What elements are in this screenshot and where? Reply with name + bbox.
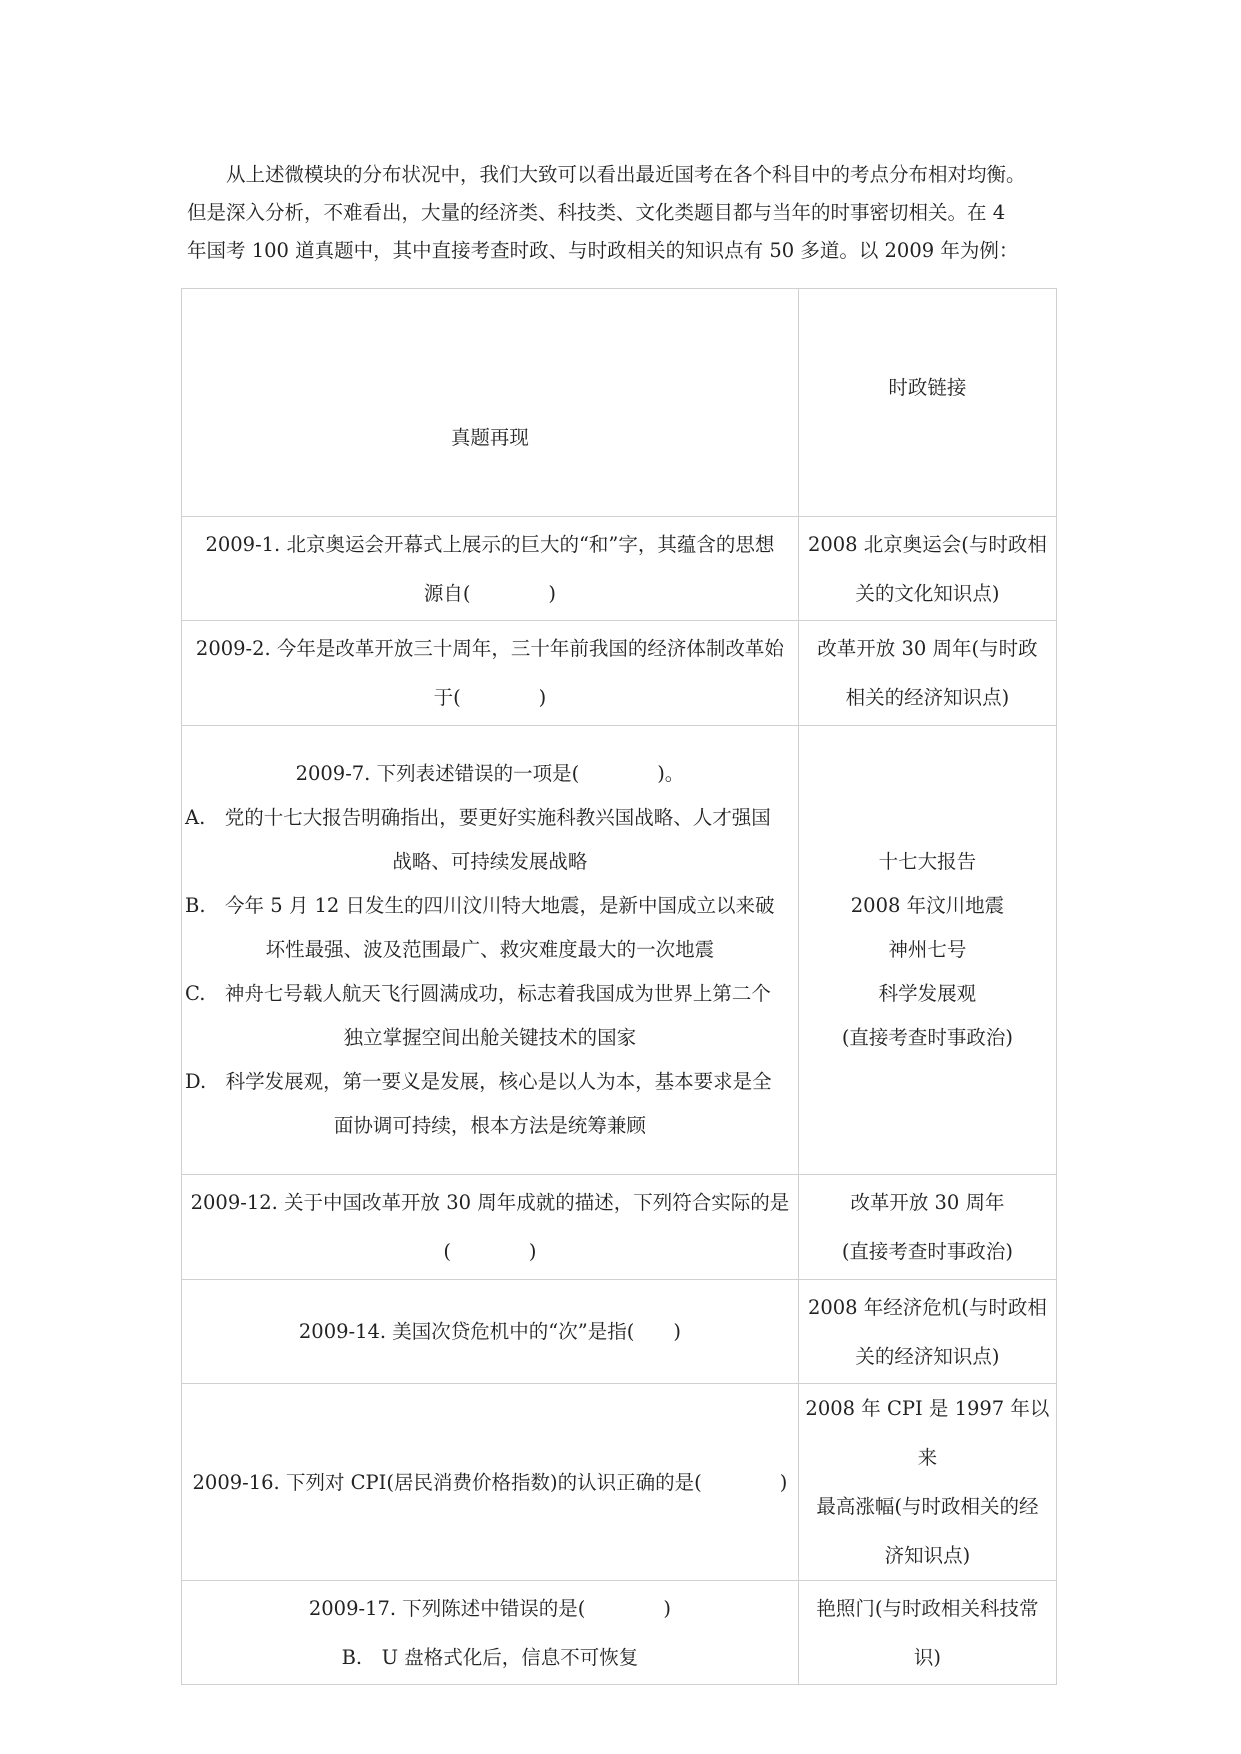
link-line: 最高涨幅(与时政相关的经 bbox=[816, 1495, 1039, 1518]
question-line: 2009-14. 美国次贷危机中的“次”是指( ) bbox=[298, 1320, 681, 1343]
option-b-cont: 坏性最强、波及范围最广、救灾难度最大的一次地震 bbox=[265, 938, 715, 961]
link-cell bbox=[798, 1280, 1056, 1384]
exam-topic-table bbox=[181, 288, 1057, 1685]
link-line: 相关的经济知识点) bbox=[845, 686, 1010, 709]
table-row bbox=[182, 726, 1057, 1175]
question-line: B. U 盘格式化后，信息不可恢复 bbox=[341, 1645, 639, 1669]
link-line: 神州七号 bbox=[888, 938, 967, 961]
link-line: 改革开放 30 周年(与时政 bbox=[817, 637, 1038, 660]
link-line: 改革开放 30 周年 bbox=[850, 1191, 1005, 1214]
link-cell bbox=[798, 1581, 1056, 1685]
link-line: 济知识点) bbox=[884, 1544, 971, 1567]
intro-line-1: 从上述微模块的分布状况中，我们大致可以看出最近国考在各个科目中的考点分布相对均衡。 bbox=[226, 163, 1026, 186]
question-cell bbox=[182, 1384, 799, 1581]
table-row bbox=[182, 517, 1057, 621]
question-line: ( ) bbox=[443, 1240, 537, 1263]
option-a-cont: 战略、可持续发展战略 bbox=[392, 850, 588, 873]
question-line: 2009-2. 今年是改革开放三十周年，三十年前我国的经济体制改革始 bbox=[195, 637, 784, 660]
link-line: 关的文化知识点) bbox=[855, 581, 1000, 605]
header-link-cell: 时政链接 bbox=[798, 289, 1056, 517]
question-line: 2009-17. 下列陈述中错误的是( ) bbox=[308, 1596, 671, 1620]
question-line: 2009-1. 北京奥运会开幕式上展示的巨大的“和”字，其蕴含的思想 bbox=[205, 532, 775, 556]
link-cell bbox=[798, 621, 1056, 726]
link-line: (直接考查时事政治) bbox=[841, 1240, 1014, 1263]
option-d-cont: 面协调可持续，根本方法是统筹兼顾 bbox=[333, 1114, 646, 1137]
link-cell bbox=[798, 1384, 1056, 1581]
question-cell bbox=[182, 726, 799, 1175]
question-line: 于( ) bbox=[433, 686, 547, 709]
question-line: 2009-12. 关于中国改革开放 30 周年成就的描述，下列符合实际的是 bbox=[190, 1191, 790, 1214]
link-line: 艳照门(与时政相关科技常 bbox=[816, 1596, 1039, 1620]
question-line: 源自( ) bbox=[423, 581, 557, 605]
table-row bbox=[182, 1280, 1057, 1384]
intro-line-2: 但是深入分析，不难看出，大量的经济类、科技类、文化类题目都与当年的时事密切相关。在 4 bbox=[187, 201, 1006, 224]
table-row bbox=[182, 621, 1057, 726]
question-cell bbox=[182, 1175, 799, 1280]
link-line: 识) bbox=[913, 1645, 941, 1669]
link-line: 2008 年经济危机(与时政相 bbox=[807, 1295, 1047, 1319]
question-line: 2009-16. 下列对 CPI(居民消费价格指数)的认识正确的是( ) bbox=[192, 1470, 788, 1494]
intro-line-3: 年国考 100 道真题中，其中直接考查时政、与时政相关的知识点有 50 多道。以 2009 年为例： bbox=[187, 239, 1019, 262]
link-line: 2008 年汶川地震 bbox=[850, 894, 1005, 917]
table-row bbox=[182, 1175, 1057, 1280]
header-question-cell: 真题再现 bbox=[182, 289, 799, 517]
option-c-cont: 独立掌握空间出舱关键技术的国家 bbox=[343, 1026, 637, 1049]
link-line: 十七大报告 bbox=[878, 850, 977, 873]
option-b: B. 今年 5 月 12 日发生的四川汶川特大地震，是新中国成立以来破 bbox=[185, 894, 775, 917]
intro-paragraph bbox=[187, 156, 1067, 270]
link-line: 关的经济知识点) bbox=[855, 1344, 1000, 1368]
question-cell bbox=[182, 517, 799, 621]
table-row bbox=[182, 1581, 1057, 1685]
link-cell bbox=[798, 1175, 1056, 1280]
question-title: 2009-7. 下列表述错误的一项是( )。 bbox=[295, 762, 685, 785]
link-line: (直接考查时事政治) bbox=[841, 1026, 1014, 1049]
option-c: C. 神舟七号载人航天飞行圆满成功，标志着我国成为世界上第二个 bbox=[185, 982, 771, 1005]
question-cell bbox=[182, 621, 799, 726]
link-line: 科学发展观 bbox=[878, 982, 977, 1005]
table-header-row bbox=[182, 289, 1057, 517]
question-cell bbox=[182, 1280, 799, 1384]
question-cell bbox=[182, 1581, 799, 1685]
link-cell bbox=[798, 517, 1056, 621]
link-line: 2008 年 CPI 是 1997 年以来 bbox=[805, 1397, 1050, 1469]
link-cell bbox=[798, 726, 1056, 1175]
table-row bbox=[182, 1384, 1057, 1581]
option-a: A. 党的十七大报告明确指出，要更好实施科教兴国战略、人才强国 bbox=[185, 806, 771, 829]
option-d: D. 科学发展观，第一要义是发展，核心是以人为本，基本要求是全 bbox=[185, 1070, 772, 1093]
link-line: 2008 北京奥运会(与时政相 bbox=[807, 532, 1047, 556]
